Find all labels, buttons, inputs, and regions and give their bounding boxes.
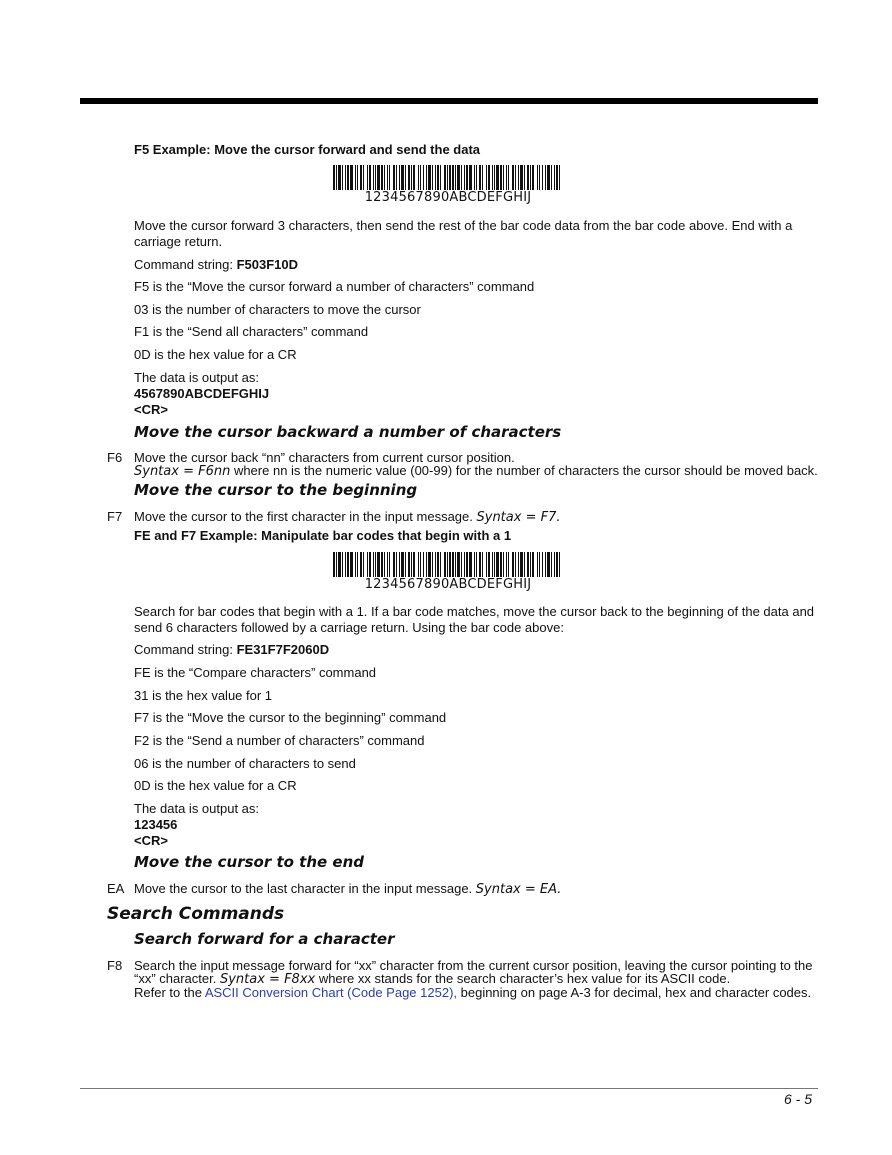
barcode-bar [496, 165, 499, 190]
barcode-bar [449, 165, 451, 190]
f5-example-description: Move the cursor forward 3 characters, then send the rest of the bar code data from the bar code above. End with a carriage return. [134, 218, 793, 249]
output-line: 4567890ABCDEFGHIJ [134, 386, 270, 401]
ea-text: Move the cursor to the last character in the input message. [134, 881, 476, 896]
barcode-bar [387, 552, 388, 577]
barcode-bar [333, 165, 335, 190]
barcode-bar [496, 552, 499, 577]
barcode-bar [461, 552, 462, 577]
barcode-bar [338, 165, 341, 190]
barcode-bar [520, 552, 523, 577]
f8-syntax-explanation: where xx stands for the search character’s hex value for its ASCII code. [315, 971, 731, 986]
barcode-bar [369, 552, 371, 577]
barcode-bar [444, 165, 446, 190]
barcode-bar [527, 165, 529, 190]
fe-f7-example-description: Search for bar codes that begin with a 1. If a bar code matches, move the cursor back to the beginning of the data and send 6 characters followed by a carriage return. Using the bar code above: [134, 604, 815, 635]
barcode-bar [461, 165, 462, 190]
barcode-bar [413, 552, 415, 577]
syntax-text: Syntax = EA. [475, 882, 562, 897]
output-line: 123456 [134, 817, 178, 832]
barcode-bar [345, 165, 346, 190]
explanation-line: F7 is the “Move the cursor to the beginning” command [134, 710, 447, 725]
barcode-bar [381, 552, 383, 577]
barcode-bar [547, 552, 550, 577]
barcode-bar [423, 165, 424, 190]
barcode-bar [396, 165, 397, 190]
barcode-bar [336, 552, 337, 577]
barcode-bar [347, 165, 349, 190]
footer-rule [80, 1088, 818, 1089]
barcode-bar [455, 165, 456, 190]
barcode-bar [401, 165, 404, 190]
barcode-bar [500, 552, 502, 577]
command-string-value: FE31F7F2060D [236, 642, 330, 657]
barcode-bar [389, 165, 390, 190]
barcode-bar [469, 165, 472, 190]
barcode-bar [556, 165, 558, 190]
barcode-bar [466, 552, 468, 577]
barcode-bar [355, 165, 356, 190]
barcode-bar [466, 165, 468, 190]
barcode-bar [357, 552, 358, 577]
barcode-bar [474, 552, 475, 577]
barcode-bar [559, 165, 560, 190]
syntax-text: Syntax = F7. [476, 510, 561, 525]
barcode-bar [486, 165, 487, 190]
barcode-bar [524, 165, 525, 190]
explanation-line: 0D is the hex value for a CR [134, 778, 297, 793]
barcode-bar [508, 165, 509, 190]
barcode-bar [537, 552, 538, 577]
barcode-bar [377, 165, 380, 190]
barcode-image [333, 552, 563, 592]
f8-refer-text-end: beginning on page A-3 for decimal, hex and character codes. [457, 985, 812, 1000]
barcode-bar [363, 552, 364, 577]
barcode-bar [444, 552, 446, 577]
barcode-bar [556, 552, 558, 577]
barcode-bar [512, 552, 514, 577]
barcode-bar [428, 165, 431, 190]
barcode-bar [435, 165, 436, 190]
barcode-bar [387, 165, 388, 190]
barcode-bar [360, 165, 362, 190]
f7-heading: Move the cursor to the beginning [134, 481, 418, 499]
barcode-bar [338, 552, 341, 577]
barcode-bar [482, 165, 483, 190]
barcode-bar [373, 552, 374, 577]
barcode-bar [393, 165, 395, 190]
command-code-f7: F7 [107, 509, 123, 524]
barcode-bar [452, 165, 454, 190]
barcode-bar [515, 165, 516, 190]
barcode-bar [360, 552, 362, 577]
barcode-bar [452, 552, 454, 577]
f6-syntax-explanation: where nn is the numeric value (00-99) for the number of characters the cursor should be moved back. [230, 463, 818, 478]
barcode-caption: 1234567890ABCDEFGHIJ [364, 577, 532, 592]
barcode-bar [411, 165, 412, 190]
barcode-bar [432, 552, 433, 577]
explanation-line: 06 is the number of characters to send [134, 756, 356, 771]
barcode-bar [542, 165, 543, 190]
barcode-bar [479, 552, 481, 577]
f8-text: “xx” character. [134, 971, 220, 986]
barcode-bar [464, 165, 465, 190]
barcode-bar [492, 165, 493, 190]
barcode-bar [524, 552, 525, 577]
barcode-bars-icon [333, 552, 563, 577]
explanation-line: FE is the “Compare characters” command [134, 665, 377, 680]
barcode-bar [476, 552, 477, 577]
barcode-bar [551, 165, 552, 190]
explanation-line: 0D is the hex value for a CR [134, 347, 297, 362]
search-commands-heading: Search Commands [107, 904, 285, 924]
output-line: <CR> [134, 402, 168, 417]
barcode-bar [554, 552, 555, 577]
ascii-chart-link[interactable]: ASCII Conversion Chart (Code Page 1252), [204, 985, 458, 1000]
barcode-bar [405, 552, 406, 577]
barcode-bar [420, 552, 421, 577]
barcode-bar [506, 552, 507, 577]
barcode-bar [469, 552, 472, 577]
ea-description [134, 881, 818, 898]
command-string-label: Command string: [134, 257, 237, 272]
barcode-bar [363, 165, 364, 190]
barcode-bar [455, 552, 456, 577]
barcode-bar [405, 165, 406, 190]
f8-description-line3 [134, 985, 818, 1001]
barcode-caption: 1234567890ABCDEFGHIJ [364, 190, 532, 205]
barcode-bar [520, 165, 523, 190]
ea-heading: Move the cursor to the end [134, 853, 365, 871]
barcode-bar [413, 165, 415, 190]
barcode-bar [373, 165, 374, 190]
barcode-bar [474, 165, 475, 190]
barcode-bar [494, 165, 495, 190]
command-string-line [134, 642, 818, 658]
barcode-bar [350, 552, 353, 577]
f6-syntax-line [134, 463, 818, 480]
barcode-bar [545, 165, 546, 190]
barcode-bar [449, 552, 451, 577]
barcode-bar [423, 552, 424, 577]
barcode-bar [401, 552, 404, 577]
barcode-bar [488, 165, 490, 190]
barcode-bar [559, 552, 560, 577]
barcode-bar [447, 165, 448, 190]
explanation-line: 03 is the number of characters to move the cursor [134, 302, 421, 317]
command-string-value: F503F10D [236, 257, 299, 272]
barcode-bar [503, 165, 504, 190]
barcode-bar [554, 165, 555, 190]
barcode-bar [418, 552, 419, 577]
barcode-bar [542, 552, 543, 577]
barcode-bar [396, 552, 397, 577]
barcode-bar [551, 552, 552, 577]
barcode-bar [518, 552, 519, 577]
barcode-bar [486, 552, 487, 577]
barcode-bar [440, 552, 441, 577]
syntax-text: Syntax = F8xx [219, 972, 316, 987]
barcode-bar [426, 552, 427, 577]
command-code-f6: F6 [107, 450, 123, 465]
barcode-bar [437, 165, 439, 190]
barcode-bar [537, 165, 538, 190]
barcode-bar [506, 165, 507, 190]
barcode-bar [503, 552, 504, 577]
barcode-bar [428, 552, 431, 577]
f6-description: Move the cursor back “nn” characters from current cursor position. [134, 450, 515, 465]
f8-description-line1: Search the input message forward for “xx” character from the current cursor position, leaving the cursor pointing to the [134, 958, 813, 973]
barcode-bar [384, 165, 385, 190]
command-code-ea: EA [107, 881, 125, 896]
barcode-bar [482, 552, 483, 577]
barcode-bar [518, 165, 519, 190]
fe-f7-example-heading: FE and F7 Example: Manipulate bar codes that begin with a 1 [134, 528, 512, 543]
barcode-bar [367, 552, 368, 577]
barcode-bar [375, 552, 376, 577]
page-number: 6 - 5 [783, 1091, 812, 1107]
output-label: The data is output as: [134, 801, 260, 816]
barcode-bar [479, 165, 481, 190]
explanation-line: F5 is the “Move the cursor forward a number of characters” command [134, 279, 535, 294]
f7-text: Move the cursor to the first character in the input message. [134, 509, 477, 524]
barcode-bar [389, 552, 390, 577]
barcode-bar [494, 552, 495, 577]
barcode-bar [411, 552, 412, 577]
search-forward-heading: Search forward for a character [134, 930, 395, 948]
barcode-bar [393, 552, 395, 577]
header-rule [80, 98, 818, 104]
barcode-bar [547, 165, 550, 190]
barcode-bar [539, 165, 540, 190]
barcode-bar [530, 165, 531, 190]
barcode-bar [426, 165, 427, 190]
barcode-bar [384, 552, 385, 577]
barcode-bar [527, 552, 529, 577]
barcode-bars-icon [333, 165, 563, 190]
barcode-bar [375, 165, 376, 190]
f7-description [134, 509, 818, 526]
f6-heading: Move the cursor backward a number of characters [134, 423, 562, 441]
explanation-line: F1 is the “Send all characters” command [134, 324, 369, 339]
barcode-bar [342, 552, 343, 577]
barcode-bar [333, 552, 335, 577]
barcode-bar [350, 165, 353, 190]
barcode-bar [457, 165, 460, 190]
barcode-image [333, 165, 563, 205]
barcode-bar [355, 552, 356, 577]
barcode-bar [437, 552, 439, 577]
barcode-bar [492, 552, 493, 577]
f5-example-heading: F5 Example: Move the cursor forward and send the data [134, 142, 481, 157]
command-string-line [134, 257, 818, 273]
barcode-bar [420, 165, 421, 190]
barcode-bar [399, 552, 400, 577]
barcode-bar [515, 552, 516, 577]
barcode-bar [399, 165, 400, 190]
barcode-bar [408, 552, 410, 577]
barcode-bar [367, 165, 368, 190]
barcode-bar [369, 165, 371, 190]
barcode-bar [440, 165, 441, 190]
barcode-bar [464, 552, 465, 577]
syntax-text: Syntax = F6nn [134, 464, 231, 479]
barcode-bar [432, 165, 433, 190]
barcode-bar [457, 552, 460, 577]
barcode-bar [345, 552, 346, 577]
barcode-bar [418, 165, 419, 190]
barcode-bar [539, 552, 540, 577]
f8-refer-text: Refer to the [134, 985, 205, 1000]
barcode-bar [435, 552, 436, 577]
barcode-bar [488, 552, 490, 577]
barcode-bar [342, 165, 343, 190]
explanation-line: F2 is the “Send a number of characters” command [134, 733, 425, 748]
output-label: The data is output as: [134, 370, 260, 385]
command-code-f8: F8 [107, 958, 123, 973]
barcode-bar [545, 552, 546, 577]
barcode-bar [530, 552, 531, 577]
barcode-bar [508, 552, 509, 577]
barcode-bar [381, 165, 383, 190]
barcode-bar [476, 165, 477, 190]
barcode-bar [408, 165, 410, 190]
barcode-bar [532, 552, 534, 577]
barcode-bar [347, 552, 349, 577]
barcode-bar [532, 165, 534, 190]
barcode-bar [336, 165, 337, 190]
explanation-line: 31 is the hex value for 1 [134, 688, 273, 703]
output-line: <CR> [134, 833, 168, 848]
barcode-bar [500, 165, 502, 190]
barcode-bar [357, 165, 358, 190]
barcode-bar [512, 165, 514, 190]
barcode-bar [377, 552, 380, 577]
barcode-bar [447, 552, 448, 577]
command-string-label: Command string: [134, 642, 237, 657]
